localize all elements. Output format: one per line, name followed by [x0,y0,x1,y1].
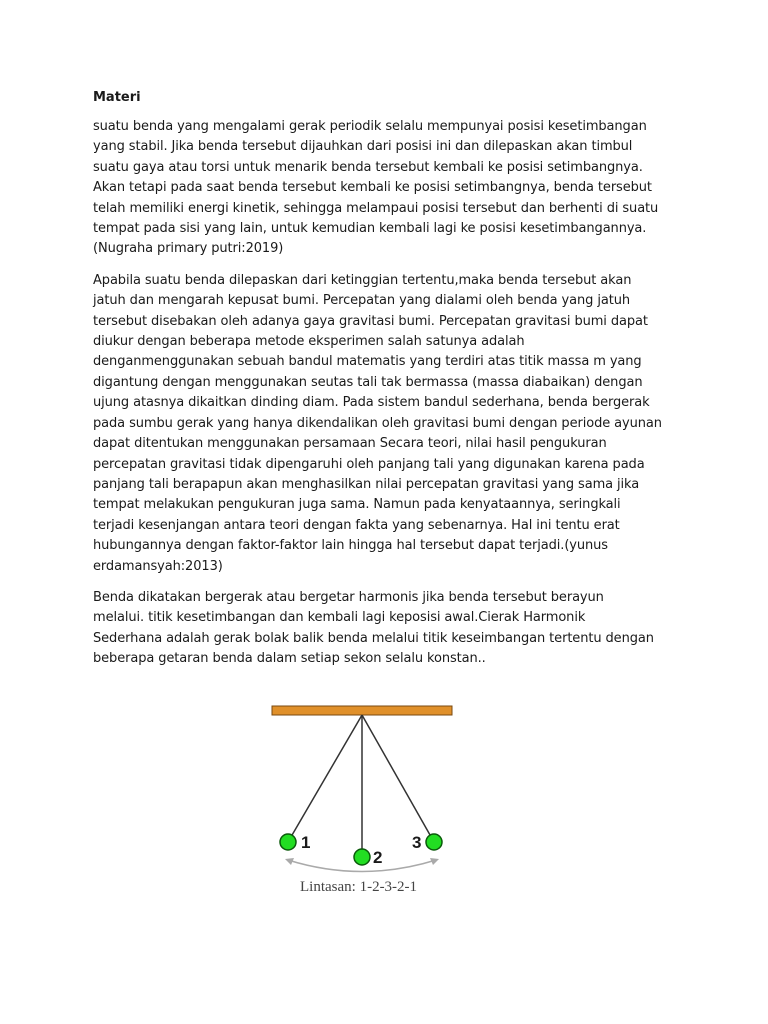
text-line: denganmenggunakan sebuah bandul matematis yang terdiri atas titik massa m yang [93,354,642,370]
paragraph-1 [93,117,683,260]
pendulum-figure [258,697,468,907]
paragraph-2 [93,271,683,577]
text-line: erdamansyah:2013) [93,558,223,574]
text-line: melalui. titik kesetimbangan dan kembali lagi keposisi awal.Cierak Harmonik [93,610,586,626]
text-line: Akan tetapi pada saat benda tersebut kembali ke posisi setimbangnya, benda tersebut [93,180,652,196]
text-line: percepatan gravitasi tidak dipengaruhi oleh panjang tali yang digunakan karena pada [93,456,645,472]
text-line: Sederhana adalah gerak bolak balik benda melalui titik keseimbangan tertentu dengan [93,630,654,646]
text-line: tempat melakukan pengukuran juga sama. Namun pada kenyataannya, seringkali [93,497,621,513]
text-line: telah memiliki energi kinetik, sehingga melampaui posisi tersebut dan berhenti di suatu [93,200,659,216]
figure-caption: Lintasan: 1-2-3-2-1 [300,879,418,895]
pendulum-string-3 [362,715,434,842]
text-line: Apabila suatu benda dilepaskan dari ketinggian tertentu,maka benda tersebut akan [93,272,632,288]
text-line: jatuh dan mengarah kepusat bumi. Percepatan yang dialami oleh benda yang jatuh [93,293,630,309]
text-line: diukur dengan beberapa metode eksperimen salah satunya adalah [93,334,525,350]
pendulum-string-1 [288,715,362,842]
section-heading: Materi [93,90,141,105]
pendulum-diagram [258,697,468,907]
text-line: dapat ditentukan menggunakan persamaan Secara teori, nilai hasil pengukuran [93,436,607,452]
text-line: suatu gaya atau torsi untuk menarik benda tersebut kembali ke posisi setimbangnya. [93,159,643,175]
text-line: Benda dikatakan bergerak atau bergetar harmonis jika benda tersebut berayun [93,589,604,605]
text-line: terjadi kesenjangan antara teori dengan fakta yang sebenarnya. Hal ini tentu erat [93,517,620,533]
pendulum-bob-2 [354,849,370,865]
position-label-3: 3 [412,833,422,852]
pendulum-support-beam [272,706,452,715]
paragraph-3 [93,588,683,670]
text-line: tersebut disebakan oleh adanya gaya gravitasi bumi. Percepatan gravitasi bumi dapat [93,313,648,329]
text-line: panjang tali berapapun akan menghasilkan nilai percepatan gravitasi yang sama jika [93,476,640,492]
document-page [93,88,683,681]
pendulum-bob-1 [280,834,296,850]
text-line: (Nugraha primary putri:2019) [93,241,284,257]
text-line: suatu benda yang mengalami gerak periodik selalu mempunyai posisi kesetimbangan [93,119,647,134]
text-line: beberapa getaran benda dalam setiap sekon selalu konstan.. [93,651,486,667]
text-line: yang stabil. Jika benda tersebut dijauhkan dari posisi ini dan dilepaskan akan timbul [93,139,633,155]
text-line: tempat pada sisi yang lain, untuk kemudian kembali lagi ke posisi kesetimbangannya. [93,221,647,237]
text-line: pada sumbu gerak yang hanya dikendalikan oleh gravitasi bumi dengan periode ayunan [93,415,662,431]
text-line: digantung dengan menggunakan seutas tali tak bermassa (massa diabaikan) dengan [93,374,643,390]
position-label-2: 2 [373,848,383,867]
text-line: hubungannya dengan faktor-faktor lain hingga hal tersebut dapat terjadi.(yunus [93,538,608,554]
pendulum-bob-3 [426,834,442,850]
text-line: ujung atasnya dikaitkan dinding diam. Pada sistem bandul sederhana, benda bergerak [93,395,650,411]
position-label-1: 1 [301,833,311,852]
